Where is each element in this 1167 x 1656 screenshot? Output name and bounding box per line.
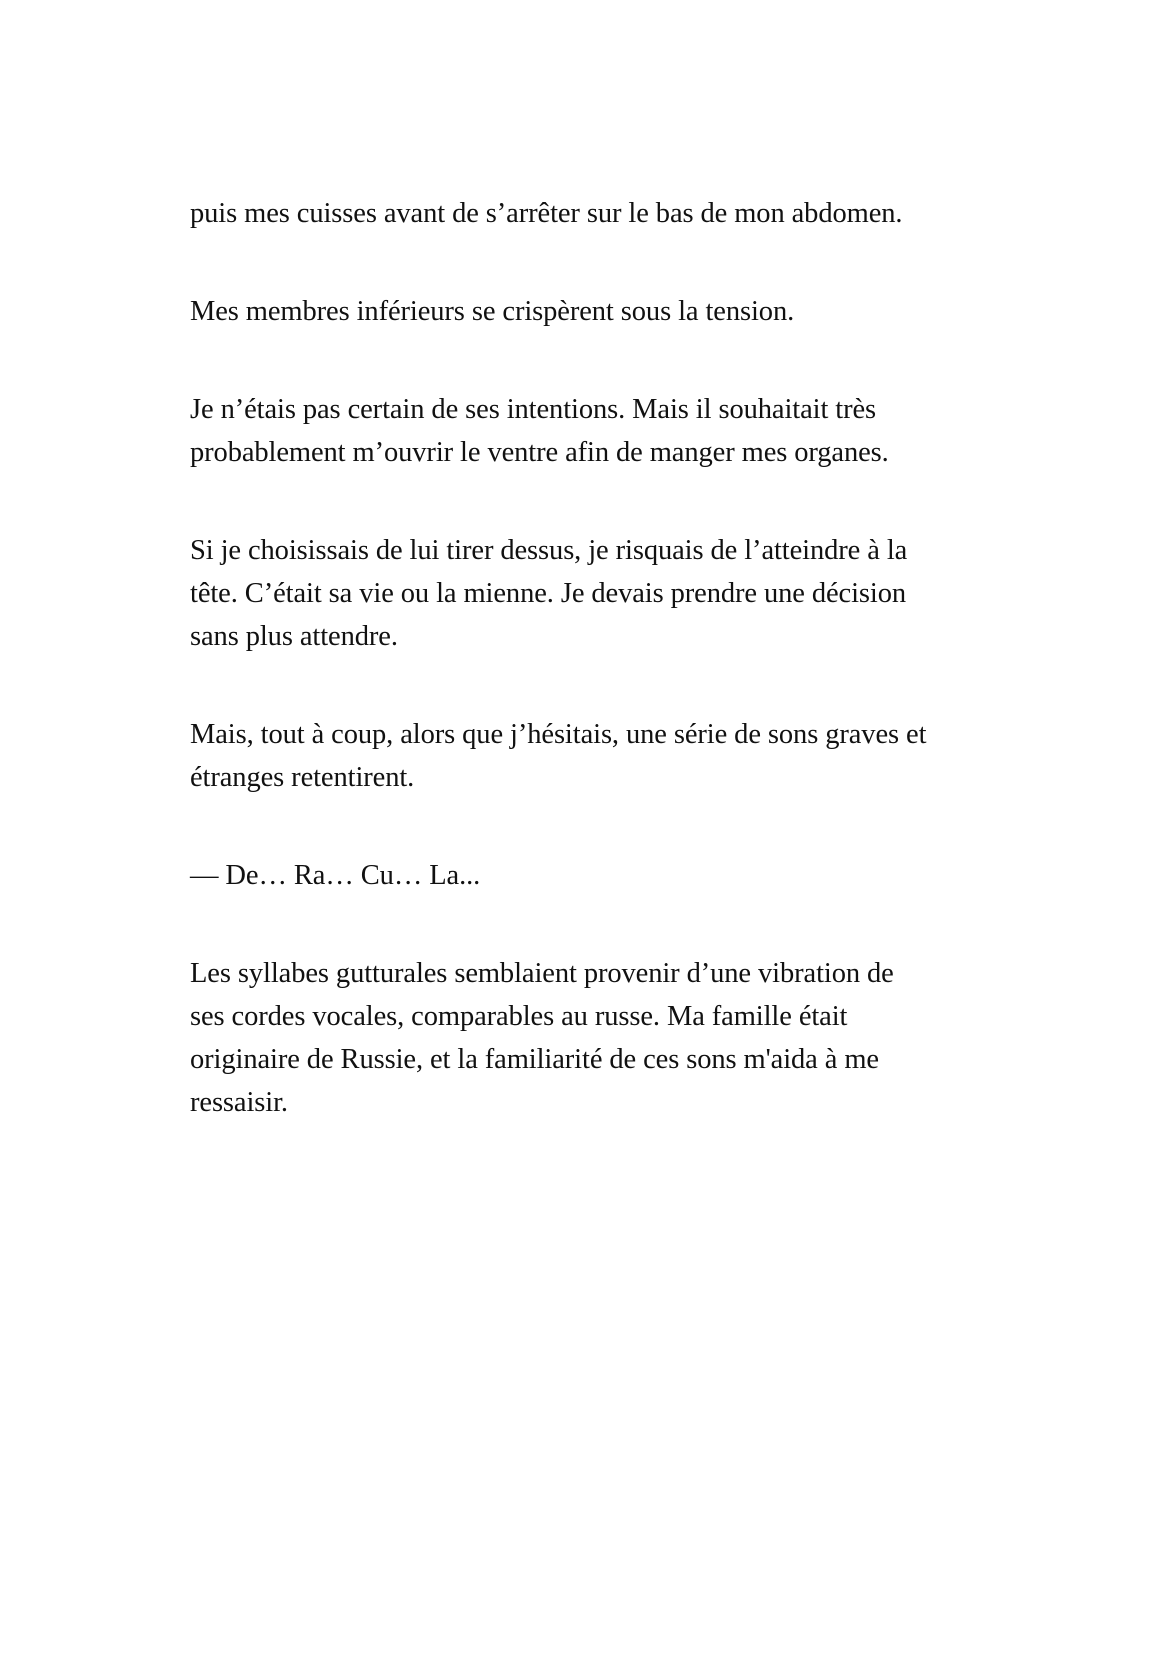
paragraph: Je n’étais pas certain de ses intentions. Mais il souhaitait très probablement m’ouvrir le ventre afin de manger mes organes. (190, 394, 889, 468)
paragraph: Si je choisissais de lui tirer dessus, je risquais de l’atteindre à la tête. C’était sa vie ou la mienne. Je devais prendre une décision sans plus attendre. (190, 535, 908, 652)
paragraph: Les syllabes gutturales semblaient provenir d’une vibration de ses cordes vocales, comparables au russe. Ma famille était originaire de Russie, et la familiarité de ces sons m'aida à me ressaisir. (190, 958, 894, 1118)
paragraph: Mes membres inférieurs se crispèrent sous la tension. (190, 296, 795, 327)
paragraph: Mais, tout à coup, alors que j’hésitais, une série de sons graves et étranges retentirent. (190, 719, 927, 793)
body-text (190, 192, 930, 1179)
paragraph: puis mes cuisses avant de s’arrêter sur le bas de mon abdomen. (190, 198, 903, 229)
dialogue-line: — De… Ra… Cu… La... (190, 860, 481, 891)
